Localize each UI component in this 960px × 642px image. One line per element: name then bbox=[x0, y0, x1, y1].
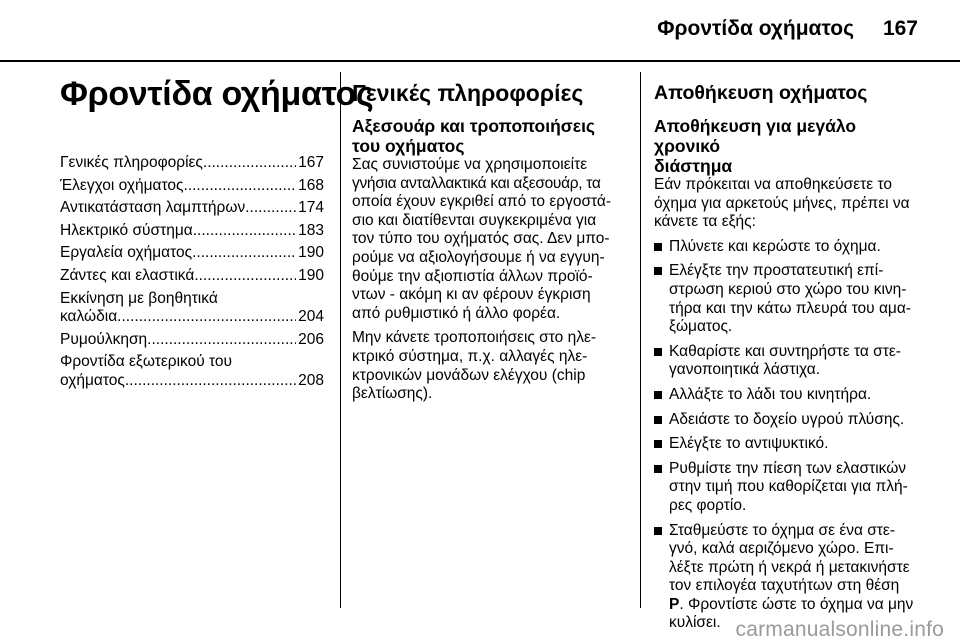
text-line: οποία έχουν εγκριθεί από το εργοστά- bbox=[352, 193, 612, 211]
storage-column bbox=[654, 80, 926, 639]
text-line: όχημα για αρκετούς μήνες, πρέπει να bbox=[654, 194, 910, 212]
toc-label: καλώδια ..... bbox=[60, 308, 296, 327]
toc-row bbox=[60, 244, 324, 263]
list-item bbox=[654, 238, 926, 257]
toc-label: Εργαλεία οχήματος ..... bbox=[60, 244, 296, 263]
bullet-square-icon bbox=[654, 465, 662, 473]
subtitle-line: Αποθήκευση για μεγάλο χρονικό bbox=[654, 116, 857, 156]
bullet-square-icon bbox=[654, 527, 662, 535]
toc-label: Ρυμούλκηση ..... bbox=[60, 331, 296, 350]
subtitle-long-storage bbox=[654, 116, 926, 176]
text-line: βελτίωσης). bbox=[352, 385, 433, 403]
toc-label: Ηλεκτρικό σύστημα ..... bbox=[60, 222, 296, 241]
text-line: σιο και διατίθενται συγκεκριμένα για bbox=[352, 211, 597, 229]
toc-row bbox=[60, 331, 324, 350]
text-line: στρωση κεριού στο χώρο του κινη- bbox=[669, 280, 907, 298]
text-line: Σας συνιστούμε να χρησιμοποιείτε bbox=[352, 156, 588, 173]
list-item bbox=[654, 411, 926, 430]
text-line: θούμε την αξιοπιστία άλλων προϊό- bbox=[352, 267, 593, 285]
paragraph-electrical bbox=[352, 329, 626, 403]
list-item bbox=[654, 435, 926, 454]
toc-item[interactable] bbox=[60, 154, 324, 173]
text-line: από ρυθμιστικό ή άλλο φορέα. bbox=[352, 304, 561, 322]
text-line: Εάν πρόκειται να αποθηκεύσετε το bbox=[654, 176, 892, 193]
toc-row bbox=[60, 372, 324, 391]
text-line: κάνετε τα εξής: bbox=[654, 213, 756, 231]
header-rule bbox=[0, 60, 960, 62]
text-line-mixed bbox=[669, 596, 926, 615]
toc-column bbox=[60, 70, 374, 395]
text-line: Καθαρίστε και συντηρήστε τα στε- bbox=[669, 342, 901, 360]
paragraph-storage-intro bbox=[654, 176, 926, 232]
list-item bbox=[654, 386, 926, 405]
text-line: κυλίσει. bbox=[669, 614, 721, 632]
chapter-title: Φροντίδα οχήματος bbox=[60, 75, 374, 113]
toc-item[interactable] bbox=[60, 267, 324, 286]
page-header bbox=[0, 0, 960, 60]
toc-item[interactable] bbox=[60, 353, 324, 390]
toc-label: οχήματος ..... bbox=[60, 372, 296, 391]
text-line: λέξτε πρώτη ή νεκρά ή μετακινήστε bbox=[669, 558, 910, 576]
toc-row bbox=[60, 308, 324, 327]
gear-position-p: P bbox=[669, 595, 680, 613]
text-line: στην τιμή που καθορίζεται για πλή- bbox=[669, 478, 908, 496]
text-line: ρούμε να αξιολογήσουμε ή να εγγυη- bbox=[352, 248, 605, 266]
toc-label-line: Εκκίνηση με βοηθητικά bbox=[60, 289, 218, 307]
text-line: Πλύνετε και κερώστε το όχημα. bbox=[669, 237, 881, 255]
toc-label: Έλεγχοι οχήματος ..... bbox=[60, 177, 296, 196]
toc-page: 190 bbox=[298, 244, 324, 262]
toc-page: 183 bbox=[298, 221, 324, 239]
toc-item[interactable] bbox=[60, 177, 324, 196]
section-title-storage: Αποθήκευση οχήματος bbox=[654, 82, 868, 104]
list-item bbox=[654, 262, 926, 336]
page-number: 167 bbox=[882, 17, 918, 40]
bullet-square-icon bbox=[654, 440, 662, 448]
toc-label: Αντικατάσταση λαμπτήρων ..... bbox=[60, 199, 296, 218]
text-line: Ελέγξτε την προστατευτική επί- bbox=[669, 262, 884, 280]
toc-row bbox=[60, 222, 324, 241]
bullet-square-icon bbox=[654, 416, 662, 424]
toc-page: 190 bbox=[298, 266, 324, 284]
bullet-square-icon bbox=[654, 243, 662, 251]
text-line: Αλλάξτε το λάδι του κινητήρα. bbox=[669, 385, 872, 403]
column-divider-left bbox=[340, 72, 341, 608]
toc-page: 168 bbox=[298, 176, 324, 194]
toc-item[interactable] bbox=[60, 199, 324, 218]
text-line: Σταθμεύστε το όχημα σε ένα στε- bbox=[669, 521, 896, 539]
toc-label-line: Φροντίδα εξωτερικού του bbox=[60, 353, 233, 371]
text-line: γανοποιητικά λάστιχα. bbox=[669, 361, 821, 379]
subtitle-line: του οχήματος bbox=[352, 136, 465, 156]
storage-checklist bbox=[654, 238, 926, 633]
toc-label: Ζάντες και ελαστικά ..... bbox=[60, 267, 296, 286]
subtitle-line: διάστημα bbox=[654, 156, 733, 176]
text-line: Ρυθμίστε την πίεση των ελαστικών bbox=[669, 459, 907, 477]
toc-row bbox=[60, 199, 324, 218]
toc-list bbox=[60, 154, 324, 391]
bullet-square-icon bbox=[654, 348, 662, 356]
text-line: τον επιλογέα ταχυτήτων στη θέση bbox=[669, 577, 900, 595]
text-line: ρες φορτίο. bbox=[669, 496, 747, 514]
section-title-general: Γενικές πληροφορίες bbox=[352, 80, 584, 106]
text-line: γνό, καλά αεριζόμενο χώρο. Επι- bbox=[669, 540, 894, 558]
toc-item[interactable] bbox=[60, 331, 324, 350]
toc-item[interactable] bbox=[60, 290, 324, 327]
header-title: Φροντίδα οχήματος bbox=[657, 17, 854, 40]
bullet-square-icon bbox=[654, 267, 662, 275]
toc-row bbox=[60, 267, 324, 286]
paragraph-accessories bbox=[352, 156, 626, 323]
text-line: κτρικό σύστημα, π.χ. αλλαγές ηλε- bbox=[352, 347, 588, 365]
toc-page: 204 bbox=[298, 308, 324, 326]
toc-page: 208 bbox=[298, 371, 324, 389]
text-line: κτρονικών μονάδων ελέγχου (chip bbox=[352, 366, 586, 384]
toc-row bbox=[60, 154, 324, 173]
toc-page: 206 bbox=[298, 330, 324, 348]
text-line: τον τύπο του οχήματός σας. Δεν μπο- bbox=[352, 230, 610, 248]
list-item bbox=[654, 343, 926, 380]
text-line: Μην κάνετε τροποποιήσεις στο ηλε- bbox=[352, 329, 597, 347]
toc-item[interactable] bbox=[60, 222, 324, 241]
text-line: Ελέγξτε το αντιψυκτικό. bbox=[669, 435, 829, 453]
text-line: τήρα και την κάτω πλευρά του αμα- bbox=[669, 299, 911, 317]
toc-row bbox=[60, 177, 324, 196]
list-item bbox=[654, 522, 926, 634]
column-divider-right bbox=[640, 72, 641, 608]
text-line: ξώματος. bbox=[669, 318, 733, 336]
text-fragment: . Φροντίστε ώστε το όχημα να μην bbox=[679, 595, 914, 613]
text-line: ντων - ακόμη κι αν φέρουν έγκριση bbox=[352, 286, 591, 304]
text-line: γνήσια ανταλλακτικά και αξεσουάρ, τα bbox=[352, 174, 601, 192]
toc-label: Γενικές πληροφορίες ..... bbox=[60, 154, 296, 173]
watermark: carmanualsonline.info bbox=[735, 618, 944, 641]
toc-page: 174 bbox=[298, 199, 324, 217]
subtitle-line: Αξεσουάρ και τροποποιήσεις bbox=[352, 116, 596, 136]
list-item bbox=[654, 460, 926, 516]
toc-page: 167 bbox=[298, 154, 324, 171]
bullet-square-icon bbox=[654, 391, 662, 399]
text-line: Αδειάστε το δοχείο υγρού πλύσης. bbox=[669, 410, 905, 428]
general-info-column bbox=[352, 80, 626, 410]
subtitle-accessories bbox=[352, 116, 626, 156]
toc-item[interactable] bbox=[60, 244, 324, 263]
